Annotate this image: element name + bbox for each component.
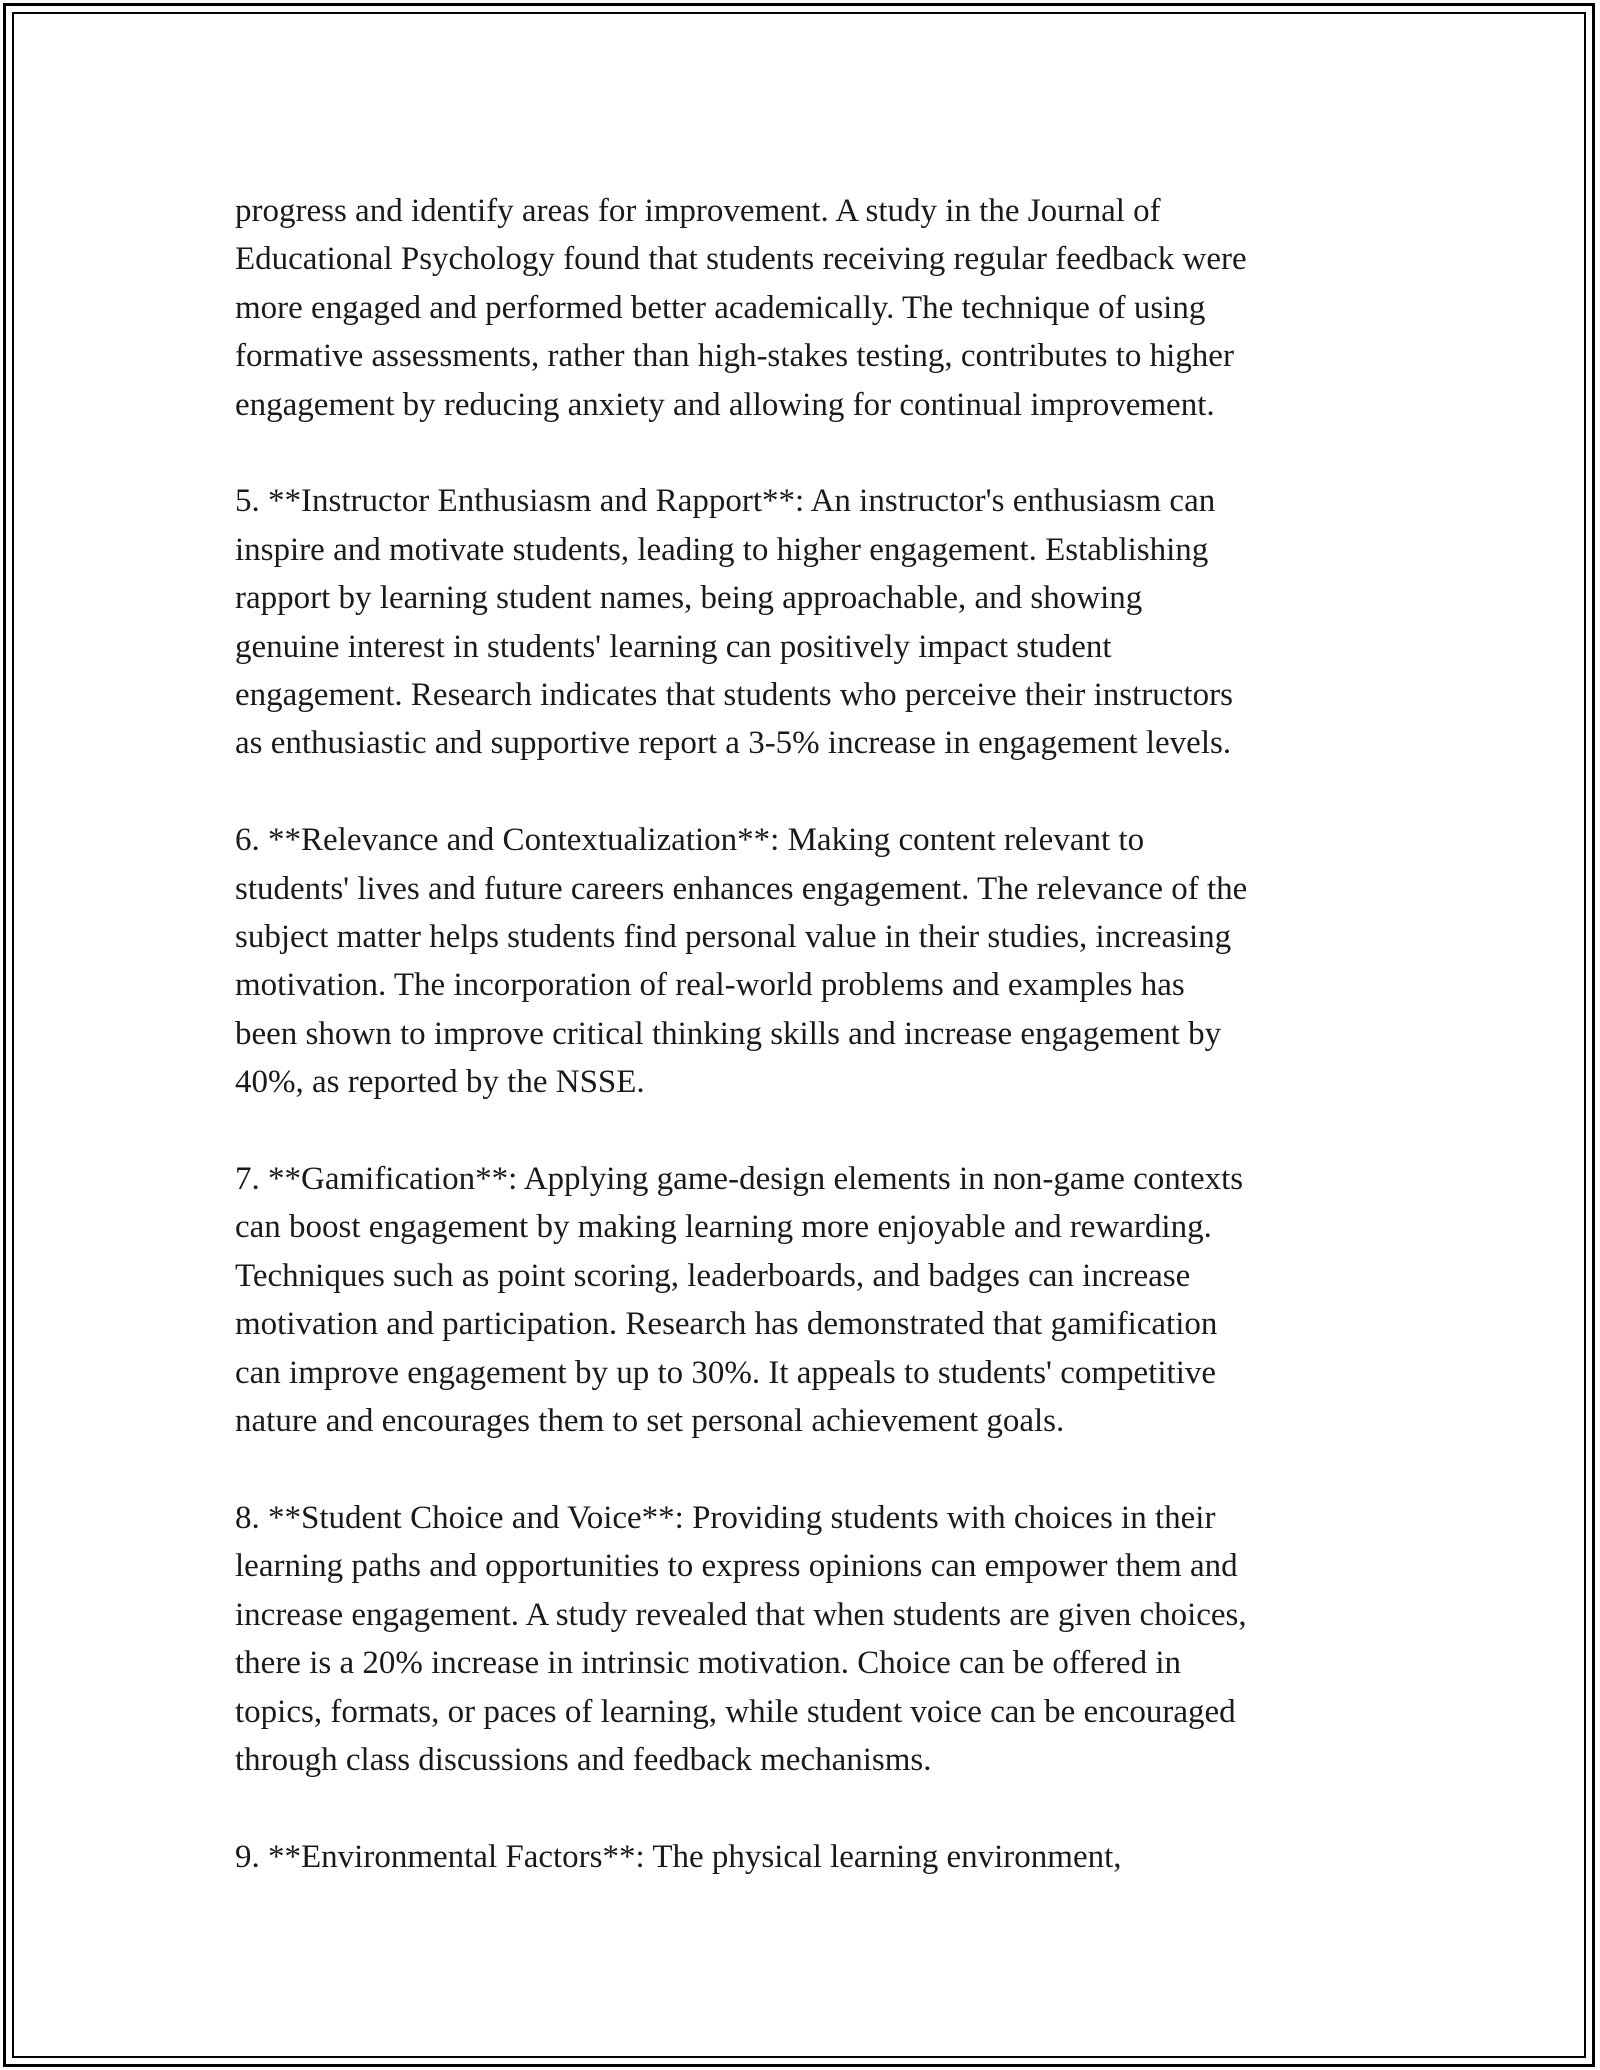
text-line: more engaged and performed better academically. The technique of using (235, 289, 1206, 326)
text-line: genuine interest in students' learning can positively impact student (235, 628, 1112, 665)
text-line: nature and encourages them to set personal achievement goals. (235, 1403, 1065, 1440)
document-body (235, 187, 1385, 1930)
text-line: engagement by reducing anxiety and allowing for continual improvement. (235, 386, 1215, 423)
text-line: been shown to improve critical thinking skills and increase engagement by (235, 1015, 1222, 1052)
text-line: inspire and motivate students, leading to higher engagement. Establishing (235, 531, 1209, 568)
text-line: 7. **Gamification**: Applying game-design elements in non-game contexts (235, 1161, 1244, 1198)
text-line: formative assessments, rather than high-stakes testing, contributes to higher (235, 338, 1234, 375)
paragraph-student-choice (235, 1494, 1385, 1784)
paragraph-feedback-continued (235, 187, 1385, 429)
paragraph-environmental-factors (235, 1833, 1385, 1881)
text-line: can improve engagement by up to 30%. It appeals to students' competitive (235, 1354, 1217, 1391)
paragraph-gamification (235, 1155, 1385, 1445)
text-line: 40%, as reported by the NSSE. (235, 1064, 645, 1101)
text-line: 8. **Student Choice and Voice**: Providing students with choices in their (235, 1499, 1216, 1536)
text-line: motivation and participation. Research has demonstrated that gamification (235, 1306, 1218, 1343)
text-line: motivation. The incorporation of real-world problems and examples has (235, 967, 1185, 1004)
text-line: 9. **Environmental Factors**: The physical learning environment, (235, 1838, 1122, 1875)
paragraph-instructor-enthusiasm (235, 477, 1385, 767)
text-line: as enthusiastic and supportive report a 3-5% increase in engagement levels. (235, 725, 1232, 762)
text-line: subject matter helps students find personal value in their studies, increasing (235, 919, 1232, 956)
text-line: learning paths and opportunities to express opinions can empower them and (235, 1548, 1238, 1585)
text-line: Educational Psychology found that students receiving regular feedback were (235, 241, 1247, 278)
text-line: rapport by learning student names, being approachable, and showing (235, 580, 1143, 617)
text-line: 6. **Relevance and Contextualization**: Making content relevant to (235, 822, 1145, 859)
text-line: Techniques such as point scoring, leaderboards, and badges can increase (235, 1257, 1191, 1294)
text-line: students' lives and future careers enhances engagement. The relevance of the (235, 870, 1248, 907)
text-line: through class discussions and feedback mechanisms. (235, 1741, 932, 1778)
text-line: can boost engagement by making learning more enjoyable and rewarding. (235, 1209, 1212, 1246)
text-line: 5. **Instructor Enthusiasm and Rapport**: An instructor's enthusiasm can (235, 483, 1216, 520)
text-line: progress and identify areas for improvement. A study in the Journal of (235, 193, 1161, 229)
paragraph-relevance (235, 816, 1385, 1106)
text-line: engagement. Research indicates that students who perceive their instructors (235, 677, 1233, 714)
text-line: there is a 20% increase in intrinsic motivation. Choice can be offered in (235, 1645, 1181, 1682)
text-line: topics, formats, or paces of learning, while student voice can be encouraged (235, 1693, 1236, 1730)
text-line: increase engagement. A study revealed that when students are given choices, (235, 1596, 1247, 1633)
